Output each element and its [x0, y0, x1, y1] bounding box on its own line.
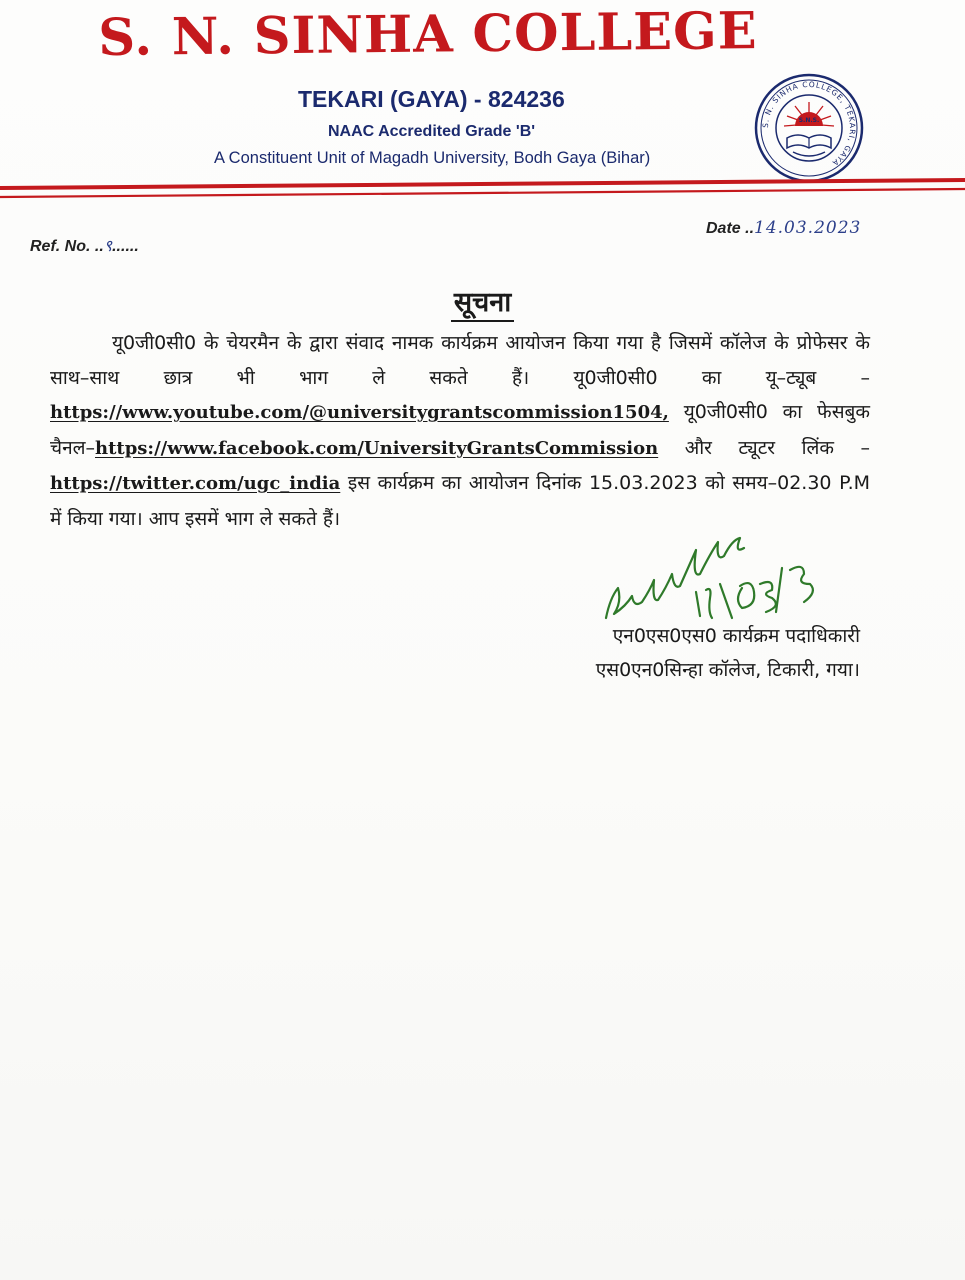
college-name: S. N. SINHA COLLEGE	[98, 1, 758, 68]
notice-text-2: यू0जी0सी0 का फेसबुक चैनल–	[50, 401, 870, 459]
ref-value: ९	[103, 236, 113, 255]
naac-accreditation: NAAC Accredited Grade 'B'	[328, 123, 536, 140]
notice-body	[50, 326, 870, 536]
notice-text-4: इस कार्यक्रम का आयोजन दिनांक 15.03.2023 को समय–02.30 P.M में किया गया। आप इसमें भाग ले सकते हैं।	[50, 472, 870, 530]
svg-text:S.N.S.: S.N.S.	[798, 117, 820, 124]
college-address: TEKARI (GAYA) - 824236	[298, 86, 565, 112]
signatory-college: एस0एन0सिन्हा कॉलेज, टिकारी, गया।	[595, 659, 860, 681]
notice-text-1: यू0जी0सी0 के चेयरमैन के द्वारा संवाद नामक कार्यक्रम आयोजन किया गया है जिसमें कॉलेज के प्रोफेसर के साथ–साथ छात्र भी भाग ले सकते हैं। यू0जी0सी0 का यू–ट्यूब –	[50, 332, 870, 389]
college-seal-logo	[753, 72, 865, 184]
ref-label: Ref. No. ..	[30, 238, 104, 255]
document-date	[706, 218, 861, 238]
youtube-link[interactable]: https://www.youtube.com/@universitygrantscommission1504,	[50, 402, 669, 423]
handwritten-signature	[596, 528, 826, 626]
notice-text-3: और ट्यूटर लिंक –	[658, 436, 870, 459]
date-label: Date ..	[706, 220, 755, 237]
reference-number	[30, 234, 139, 256]
signatory-designation: एन0एस0एस0 कार्यक्रम पदाधिकारी	[612, 625, 860, 647]
svg-text:S. N. SINHA COLLEGE, TEKARI, G: S. N. SINHA COLLEGE, TEKARI, GAYA	[760, 79, 858, 169]
date-value: 14.03.2023	[754, 218, 862, 238]
notice-title	[0, 282, 965, 319]
notice-title-text: सूचना	[451, 287, 514, 322]
twitter-link[interactable]: https://twitter.com/ugc_india	[50, 473, 341, 494]
facebook-link[interactable]: https://www.facebook.com/UniversityGrantsCommission	[95, 437, 659, 459]
university-affiliation: A Constituent Unit of Magadh University, Bodh Gaya (Bihar)	[214, 149, 651, 167]
ref-dots: ......	[112, 238, 139, 255]
letterhead-divider	[0, 176, 965, 206]
